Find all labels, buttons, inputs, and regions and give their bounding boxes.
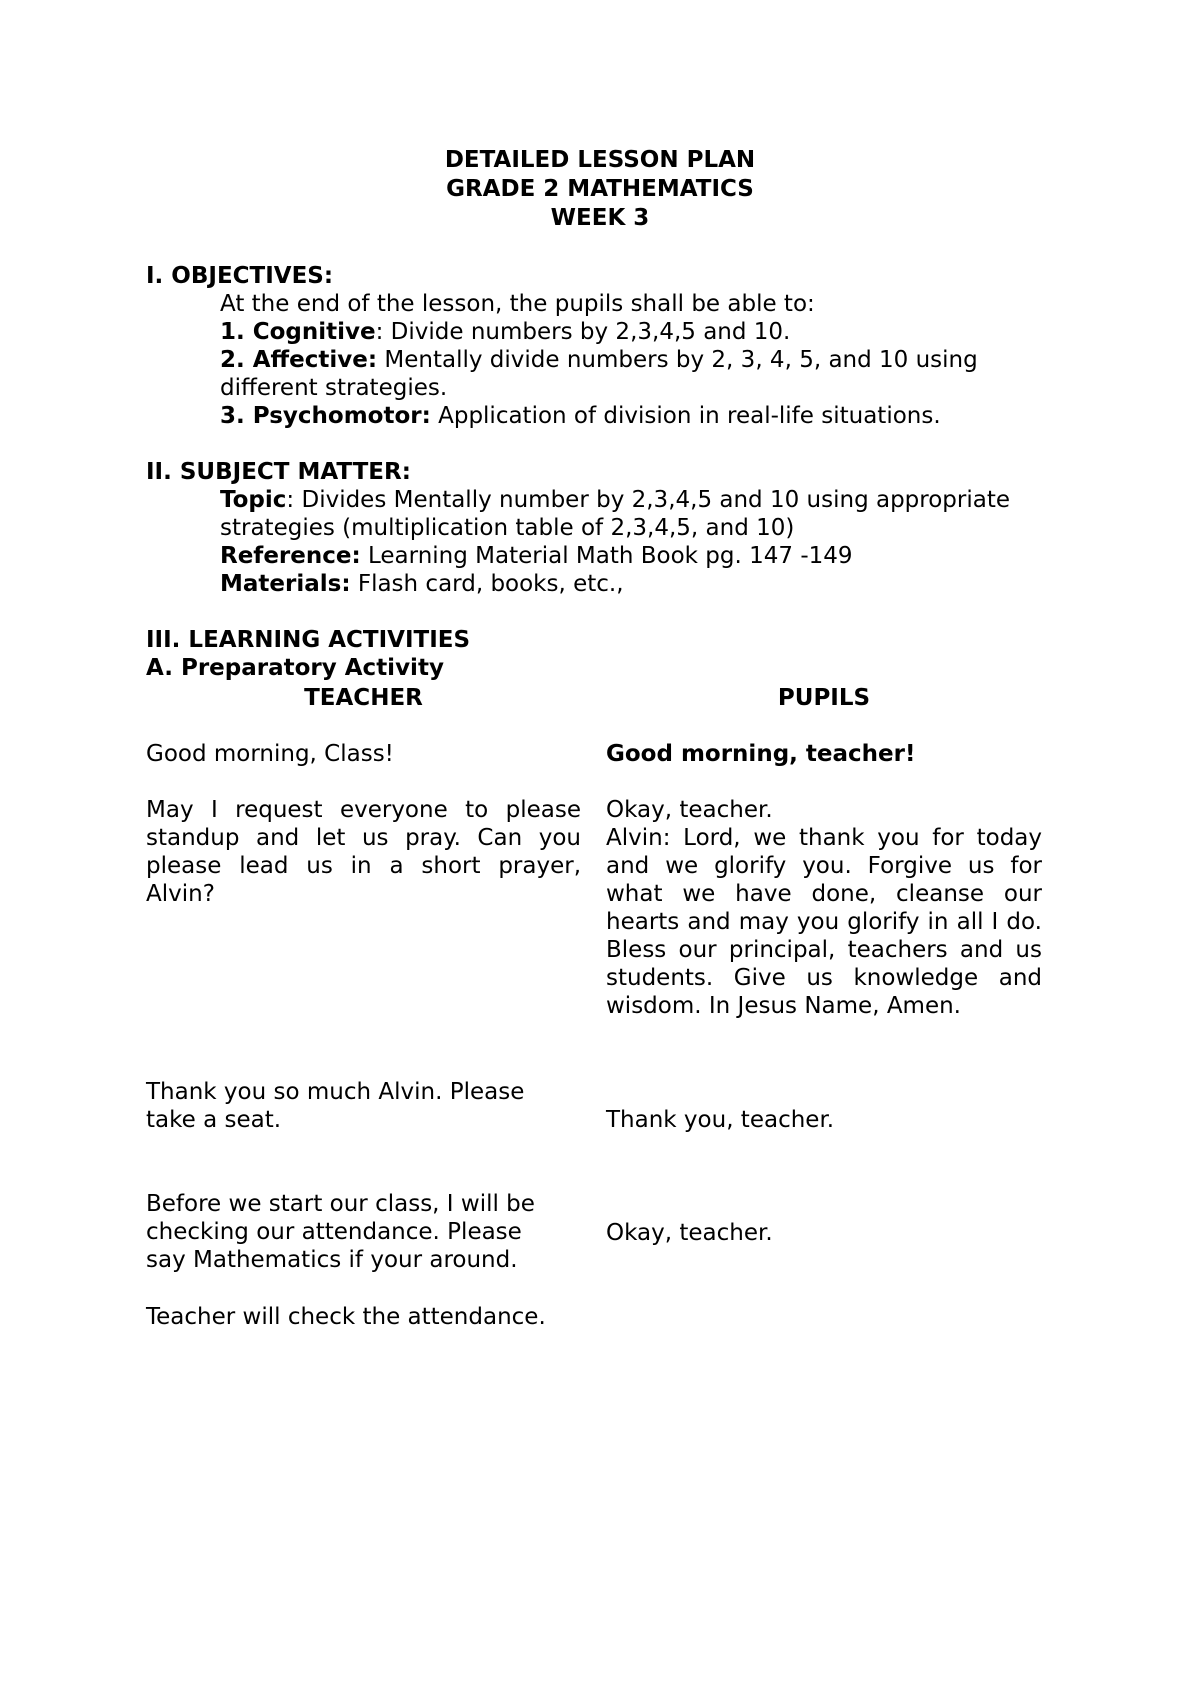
topic-label: Topic (220, 487, 287, 513)
teacher-line: Before we start our class, I will be checking our attendance. Please say Mathematics if your around. (146, 1191, 535, 1273)
pupils-column-header: PUPILS (777, 685, 871, 711)
objective-text: Divide numbers by 2,3,4,5 and 10. (383, 319, 791, 345)
objective-item (146, 318, 1066, 346)
teacher-line: Thank you so much Alvin. Please take a seat. (146, 1079, 525, 1133)
subject-matter-heading: II. SUBJECT MATTER: (146, 459, 411, 485)
subject-matter-section (146, 458, 1066, 598)
title-line-2: GRADE 2 MATHEMATICS (446, 176, 754, 202)
objectives-intro: At the end of the lesson, the pupils shall be able to: (220, 291, 815, 317)
teacher-line: Good morning, Class! (146, 741, 394, 767)
objective-text: Mentally divide numbers by 2, 3, 4, 5, and 10 using different strategies. (220, 347, 978, 401)
objective-item (146, 402, 1066, 430)
materials-text: Flash card, books, etc., (350, 571, 624, 597)
pupils-line: Okay, teacher. (606, 797, 773, 823)
materials-line (146, 570, 1066, 598)
preparatory-activity-heading: A. Preparatory Activity (146, 655, 444, 681)
title-line-3: WEEK 3 (550, 205, 650, 231)
title-line-1: DETAILED LESSON PLAN (444, 147, 756, 173)
objective-label: 2. Affective: (220, 347, 378, 373)
pupils-line: Alvin: Lord, we thank you for today and we glorify you. Forgive us for what we have done, cleanse our hearts and may you glorify in all I do. Bless our principal, teachers and us students. Give us knowledge and wisdom. In Jesus Name, Amen. (606, 825, 1042, 1019)
reference-line (146, 542, 1066, 570)
reference-text: Learning Material Math Book pg. 147 -149 (360, 543, 853, 569)
objective-sep: : (375, 319, 384, 345)
learning-activities-section (146, 626, 1066, 682)
reference-label: Reference: (220, 543, 361, 569)
topic-text: : Divides Mentally number by 2,3,4,5 and 10 using appropriate strategies (multiplication table of 2,3,4,5, and 10) (220, 487, 1011, 541)
objective-label: 1. Cognitive (220, 319, 376, 345)
learning-activities-heading: III. LEARNING ACTIVITIES (146, 627, 471, 653)
teacher-column-header: TEACHER (304, 685, 423, 711)
pupils-line: Thank you, teacher. (606, 1107, 835, 1133)
objective-item (146, 346, 980, 402)
pupils-line: Okay, teacher. (606, 1220, 773, 1246)
objective-label: 3. Psychomotor: (220, 403, 431, 429)
objectives-heading: I. OBJECTIVES: (146, 263, 334, 289)
teacher-line: May I request everyone to please standup and let us pray. Can you please lead us in a short prayer, Alvin? (146, 797, 581, 907)
pupils-line: Good morning, teacher! (606, 741, 916, 767)
teacher-line: Teacher will check the attendance. (146, 1304, 546, 1330)
document-title (0, 146, 1200, 233)
objectives-section (146, 262, 1066, 430)
topic-line (146, 486, 1080, 542)
objective-text: Application of division in real-life situations. (430, 403, 941, 429)
materials-label: Materials: (220, 571, 351, 597)
